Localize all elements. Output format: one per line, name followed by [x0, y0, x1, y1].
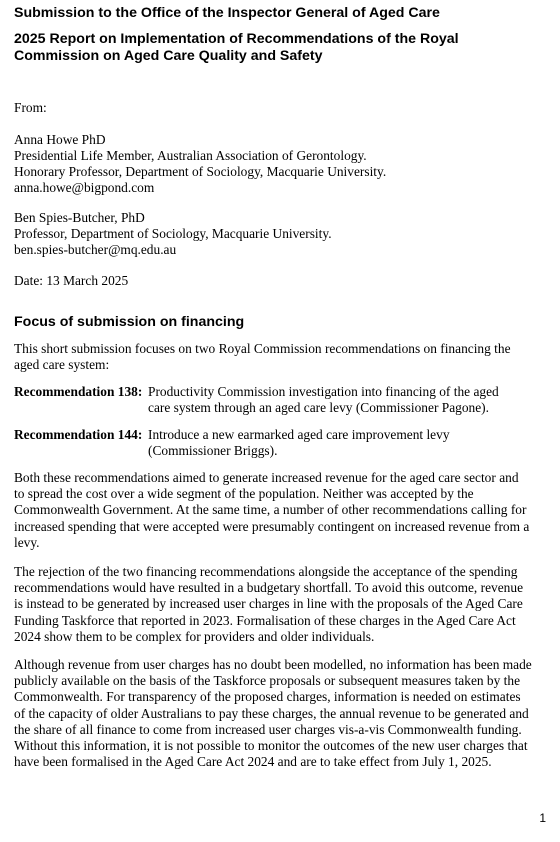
paragraph: The rejection of the two financing recommendations alongside the acceptance of the spending recommendations would have resulted in a budgetary shortfall. To avoid this outcome, revenue is instead to be generated by increased user charges in line with the proposals of the Aged Care Funding Taskforce that reported in 2023. Formalisation of these charges in the Aged Care Act 2024 show them to be complex for providers and older individuals.	[14, 564, 524, 644]
intro-paragraph: This short submission focuses on two Royal Commission recommendations on financing the aged care system:	[14, 341, 511, 373]
recommendation-138	[14, 384, 532, 418]
report-title: 2025 Report on Implementation of Recommendations of the Royal Commission on Aged Care Quality and Safety	[14, 31, 459, 64]
recommendation-label: Recommendation 144:	[14, 427, 143, 442]
author-affiliation: Honorary Professor, Department of Sociology, Macquarie University.	[14, 164, 387, 179]
author-affiliation: Professor, Department of Sociology, Macquarie University.	[14, 226, 332, 241]
author-email: anna.howe@bigpond.com	[14, 180, 155, 195]
paragraph: Although revenue from user charges has no doubt been modelled, no information has been made publicly available on the basis of the Taskforce proposals or subsequent measures taken by the Commonwealth. For transparency of the proposed charges, information is needed on estimates of the capacity of older Australians to pay these charges, the annual revenue to be generated and the share of all finance to come from increased user charges vis-a-vis Commonwealth funding. Without this information, it is not possible to monitor the outcomes of the new user charges that have been formalised in the Aged Care Act 2024 and are to take effect from July 1, 2025.	[14, 657, 532, 770]
author-affiliation: Presidential Life Member, Australian Association of Gerontology.	[14, 148, 367, 163]
paragraph: Both these recommendations aimed to generate increased revenue for the aged care sector and to spread the cost over a wide segment of the population. Neither was accepted by the Commonwealth Government. At the same time, a number of other recommendations calling for increased spending that were accepted were presumably contingent on increased revenue from a levy.	[14, 470, 530, 550]
page-number: 1	[539, 811, 546, 825]
author-name: Anna Howe PhD	[14, 132, 106, 147]
submission-heading: Submission to the Office of the Inspector General of Aged Care	[14, 5, 440, 21]
author-email: ben.spies-butcher@mq.edu.au	[14, 242, 177, 257]
author-name: Ben Spies-Butcher, PhD	[14, 210, 145, 225]
recommendation-text: Productivity Commission investigation into financing of the aged care system through an aged care levy (Commissioner Pagone).	[148, 384, 499, 415]
author-ben-spies-butcher	[14, 210, 332, 258]
author-anna-howe	[14, 132, 386, 196]
from-label: From:	[14, 100, 47, 115]
recommendation-144	[14, 427, 532, 461]
recommendation-text: Introduce a new earmarked aged care improvement levy (Commissioner Briggs).	[148, 427, 450, 458]
submission-date: Date: 13 March 2025	[14, 273, 129, 288]
section-title: Focus of submission on financing	[14, 314, 245, 330]
recommendation-label: Recommendation 138:	[14, 384, 143, 399]
